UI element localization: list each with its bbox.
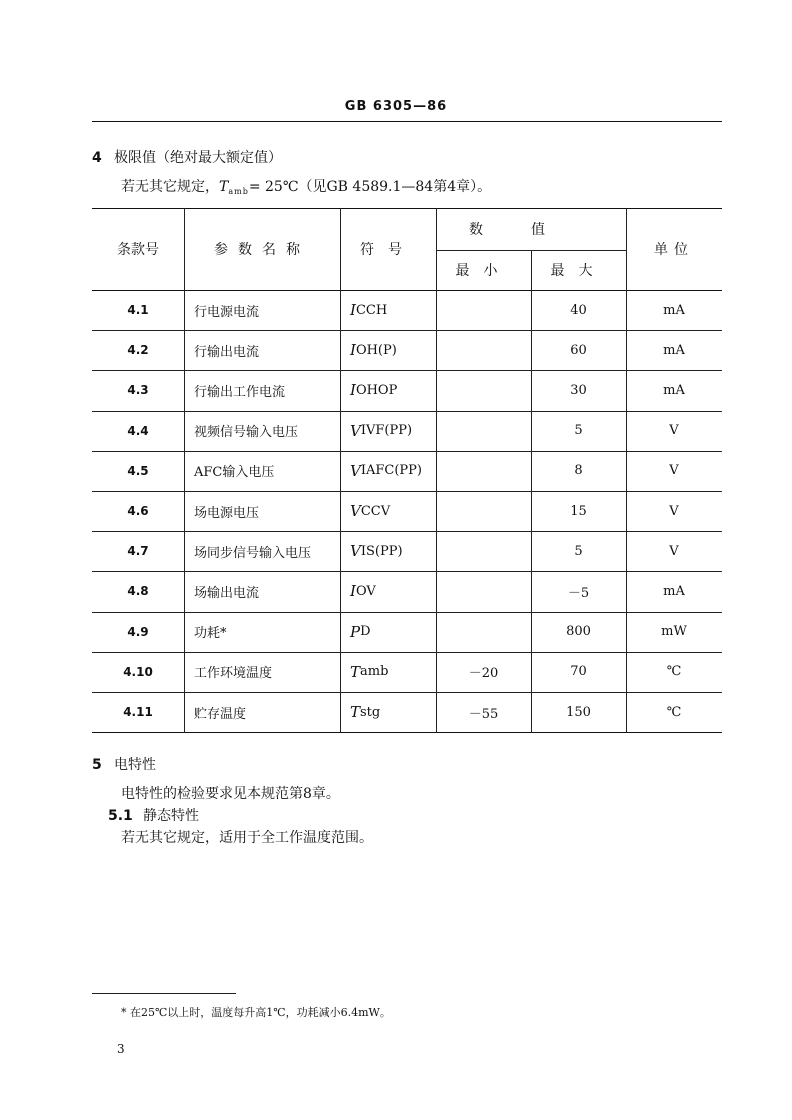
cell-symbol	[340, 370, 436, 410]
cell-min	[436, 290, 531, 330]
cell-max: 60	[570, 342, 587, 358]
symbol-subscript: IS(PP)	[360, 543, 403, 559]
section-5-heading	[92, 754, 156, 774]
page-number: 3	[117, 1042, 125, 1056]
symbol-letter: T	[350, 662, 361, 681]
cell-symbol	[340, 330, 436, 370]
cell-max: 15	[570, 503, 587, 519]
cell-clause: 4.7	[127, 544, 149, 559]
cell-max: 70	[570, 664, 587, 680]
cell-symbol	[340, 692, 436, 732]
cell-unit: ℃	[666, 704, 682, 720]
cell-symbol	[340, 652, 436, 692]
cell-max: 30	[570, 382, 587, 398]
cell-min	[436, 531, 531, 571]
cell-symbol	[340, 491, 436, 531]
section-4-intro	[121, 176, 491, 196]
cell-unit: ℃	[666, 664, 682, 680]
symbol-subscript: OHOP	[355, 382, 398, 398]
cell-unit: V	[669, 423, 679, 439]
limit-values-table	[92, 208, 722, 733]
cell-name: 场电源电压	[194, 505, 260, 521]
cell-name: 行输出工作电流	[194, 384, 286, 400]
symbol-letter: V	[350, 461, 361, 480]
symbol-letter: I	[350, 341, 356, 360]
cell-min	[436, 612, 531, 652]
cell-name: 场输出电流	[194, 585, 260, 601]
section-5-title: 电特性	[114, 757, 156, 773]
cell-max: 40	[570, 302, 587, 318]
section-5-text: 电特性的检验要求见本规范第8章。	[121, 786, 340, 802]
symbol-letter: V	[350, 421, 361, 440]
header-min: 最小	[455, 263, 512, 279]
intro-prefix: 若无其它规定，	[121, 179, 219, 195]
cell-clause: 4.8	[127, 584, 149, 599]
symbol-subscript: amb	[360, 664, 389, 680]
cell-min	[436, 491, 531, 531]
cell-clause: 4.5	[127, 463, 149, 478]
intro-suffix: = 25℃（见GB 4589.1—84第4章）。	[248, 179, 492, 195]
cell-max: 8	[574, 463, 583, 479]
section-5-number: 5	[92, 757, 102, 773]
symbol-subscript: OV	[355, 583, 376, 599]
cell-name: 功耗*	[194, 626, 227, 642]
cell-symbol	[340, 531, 436, 571]
cell-name: 视频信号输入电压	[194, 425, 299, 441]
header-unit: 单位	[654, 242, 694, 258]
cell-max: 5	[574, 423, 583, 439]
cell-min: －55	[468, 706, 499, 722]
header-clause: 条款号	[117, 242, 159, 258]
section-5-1-title: 静态特性	[143, 808, 199, 824]
cell-min	[436, 370, 531, 410]
cell-name: 场同步信号输入电压	[194, 545, 312, 561]
symbol-subscript: stg	[360, 704, 381, 720]
cell-unit: mA	[663, 342, 685, 358]
cell-unit: mA	[663, 583, 685, 599]
cell-clause: 4.1	[127, 303, 149, 318]
section-4-heading	[92, 147, 282, 167]
cell-min	[436, 571, 531, 611]
symbol-subscript: IVF(PP)	[360, 423, 413, 439]
cell-name: 贮存温度	[194, 706, 247, 722]
cell-clause: 4.2	[127, 343, 149, 358]
cell-min: －20	[468, 666, 499, 682]
header-rule	[92, 121, 722, 122]
footnote: * 在25℃以上时，温度每升高1℃，功耗减小6.4mW。	[121, 1006, 391, 1019]
cell-symbol	[340, 612, 436, 652]
cell-clause: 4.9	[127, 624, 149, 639]
cell-unit: mA	[663, 382, 685, 398]
cell-clause: 4.4	[127, 423, 149, 438]
cell-unit: mW	[661, 624, 687, 640]
cell-max: 800	[566, 624, 591, 640]
symbol-letter: V	[350, 502, 361, 521]
symbol-letter: I	[350, 301, 356, 320]
symbol-subscript: OH(P)	[355, 342, 397, 358]
symbol-subscript: CCV	[360, 503, 391, 519]
intro-symbol-sub: amb	[228, 187, 249, 196]
section-5-1-number: 5.1	[108, 808, 133, 824]
header-symbol: 符号	[360, 242, 416, 258]
cell-name: AFC输入电压	[194, 465, 275, 481]
cell-clause: 4.6	[127, 504, 149, 519]
symbol-letter: I	[350, 582, 356, 601]
cell-unit: V	[669, 463, 679, 479]
section-4-title: 极限值（绝对最大额定值）	[114, 150, 282, 166]
cell-symbol	[340, 451, 436, 491]
section-5-1-text: 若无其它规定，适用于全工作温度范围。	[121, 830, 373, 846]
cell-max: －5	[567, 585, 590, 601]
cell-symbol	[340, 411, 436, 451]
cell-max: 5	[574, 543, 583, 559]
symbol-subscript: CCH	[355, 302, 388, 318]
cell-max: 150	[566, 704, 591, 720]
symbol-letter: V	[350, 542, 361, 561]
symbol-subscript: IAFC(PP)	[360, 463, 422, 479]
symbol-letter: P	[350, 622, 361, 641]
cell-name: 行输出电流	[194, 344, 260, 360]
cell-min	[436, 411, 531, 451]
section-4-number: 4	[92, 150, 102, 166]
cell-clause: 4.10	[123, 664, 153, 679]
cell-clause: 4.3	[127, 383, 149, 398]
cell-name: 行电源电流	[194, 304, 260, 320]
symbol-subscript: D	[360, 624, 371, 640]
cell-min	[436, 330, 531, 370]
symbol-letter: I	[350, 381, 356, 400]
cell-symbol	[340, 290, 436, 330]
cell-unit: V	[669, 543, 679, 559]
section-5-1-heading	[108, 805, 199, 825]
intro-symbol: T	[219, 179, 229, 195]
cell-unit: mA	[663, 302, 685, 318]
symbol-letter: T	[350, 703, 361, 722]
cell-name: 工作环境温度	[194, 666, 273, 682]
header-value: 数值	[469, 222, 593, 238]
cell-clause: 4.11	[123, 705, 153, 720]
standard-number-header: GB 6305—86	[344, 99, 448, 114]
header-param-name: 参数名称	[214, 242, 310, 258]
header-max: 最大	[550, 263, 607, 279]
footnote-rule	[92, 993, 236, 994]
cell-unit: V	[669, 503, 679, 519]
cell-symbol	[340, 571, 436, 611]
cell-min	[436, 451, 531, 491]
